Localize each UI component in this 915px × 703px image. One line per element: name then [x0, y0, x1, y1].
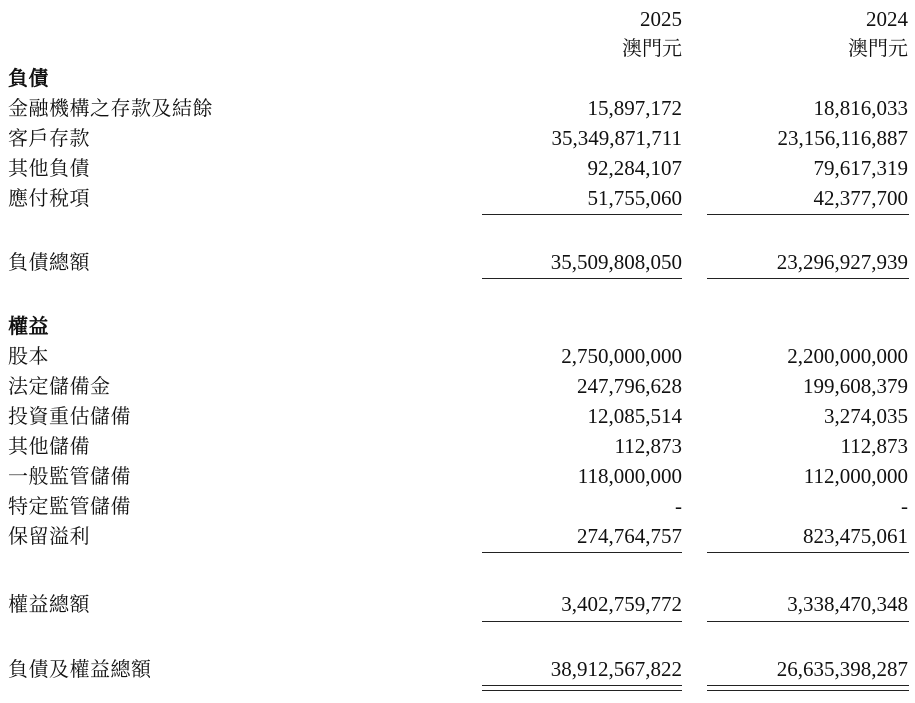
- row-label: 負債及權益總額: [8, 657, 152, 681]
- column-year-2024: 2024: [866, 7, 908, 31]
- value-2025: 15,897,172: [587, 96, 682, 120]
- table-row: [0, 341, 915, 371]
- value-2024: 3,274,035: [824, 404, 908, 428]
- subtotal-rule: [707, 552, 909, 553]
- double-rule-bottom: [707, 690, 909, 691]
- value-2024: 112,000,000: [803, 464, 908, 488]
- row-label: 權益總額: [8, 592, 90, 616]
- total-2024: 23,296,927,939: [776, 250, 908, 274]
- value-2024: 18,816,033: [813, 96, 908, 120]
- table-row: [0, 183, 915, 213]
- double-rule-top: [482, 685, 682, 686]
- row-label: 投資重估儲備: [8, 404, 131, 428]
- grand-total-2024: 26,635,398,287: [776, 657, 908, 681]
- row-label: 股本: [8, 344, 49, 368]
- row-label: 客戶存款: [8, 126, 90, 150]
- row-label: 金融機構之存款及結餘: [8, 96, 213, 120]
- table-row: [0, 153, 915, 183]
- value-2025: 112,873: [614, 434, 682, 458]
- total-rule: [482, 278, 682, 279]
- value-2025: 2,750,000,000: [561, 344, 682, 368]
- column-year-2025: 2025: [640, 7, 682, 31]
- value-2025: 118,000,000: [577, 464, 682, 488]
- row-label: 一般監管儲備: [8, 464, 131, 488]
- total-row-liabilities: [0, 247, 915, 277]
- value-2024: 42,377,700: [813, 186, 908, 210]
- total-2024: 3,338,470,348: [787, 592, 908, 616]
- total-rule: [707, 621, 909, 622]
- value-2025: 247,796,628: [577, 374, 682, 398]
- value-2024: -: [901, 494, 908, 518]
- subtotal-rule: [707, 214, 909, 215]
- section-title: 權益: [8, 314, 49, 338]
- subtotal-rule: [482, 214, 682, 215]
- total-row-equity: [0, 589, 915, 619]
- total-rule: [482, 621, 682, 622]
- total-2025: 3,402,759,772: [561, 592, 682, 616]
- value-2025: 274,764,757: [577, 524, 682, 548]
- section-title: 負債: [8, 66, 49, 90]
- subtotal-rule: [482, 552, 682, 553]
- section-header-equity: [0, 311, 915, 341]
- value-2024: 199,608,379: [803, 374, 908, 398]
- row-label: 應付稅項: [8, 186, 90, 210]
- row-label: 其他負債: [8, 156, 90, 180]
- table-row: [0, 491, 915, 521]
- value-2025: 35,349,871,711: [551, 126, 682, 150]
- value-2025: -: [675, 494, 682, 518]
- table-row: [0, 123, 915, 153]
- value-2025: 12,085,514: [587, 404, 682, 428]
- value-2025: 92,284,107: [587, 156, 682, 180]
- grand-total-row: [0, 654, 915, 684]
- value-2024: 112,873: [840, 434, 908, 458]
- total-rule: [707, 278, 909, 279]
- value-2024: 823,475,061: [803, 524, 908, 548]
- table-row: [0, 521, 915, 551]
- column-currency-2025: 澳門元: [622, 36, 682, 60]
- section-header-liabilities: [0, 63, 915, 93]
- table-row: [0, 371, 915, 401]
- value-2024: 2,200,000,000: [787, 344, 908, 368]
- row-label: 法定儲備金: [8, 374, 111, 398]
- table-row: [0, 461, 915, 491]
- row-label: 保留溢利: [8, 524, 90, 548]
- grand-total-2025: 38,912,567,822: [550, 657, 682, 681]
- table-row: [0, 401, 915, 431]
- value-2024: 79,617,319: [813, 156, 908, 180]
- total-2025: 35,509,808,050: [550, 250, 682, 274]
- value-2024: 23,156,116,887: [777, 126, 908, 150]
- value-2025: 51,755,060: [587, 186, 682, 210]
- row-label: 特定監管儲備: [8, 494, 131, 518]
- column-currency-2024: 澳門元: [848, 36, 908, 60]
- table-row: [0, 93, 915, 123]
- row-label: 負債總額: [8, 250, 90, 274]
- double-rule-bottom: [482, 690, 682, 691]
- double-rule-top: [707, 685, 909, 686]
- row-label: 其他儲備: [8, 434, 90, 458]
- table-row: [0, 431, 915, 461]
